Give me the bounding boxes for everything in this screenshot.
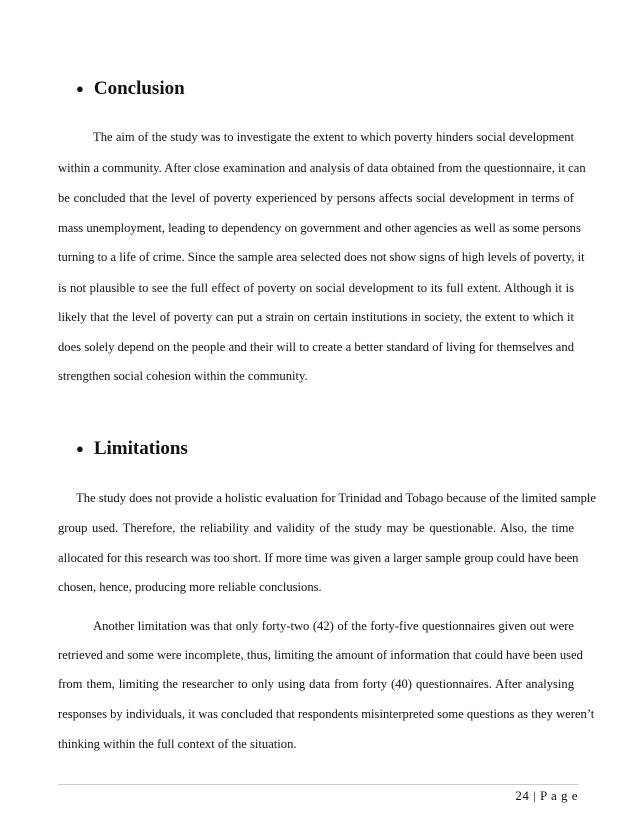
paragraph-line: Another limitation was that only forty-two (42) of the forty-five questionnaires given out were xyxy=(93,619,574,633)
heading-text: Conclusion xyxy=(93,78,185,99)
section-heading-conclusion xyxy=(76,78,185,100)
paragraph-line: be concluded that the level of poverty experienced by persons affects social development in terms of xyxy=(58,191,574,205)
section-heading-limitations xyxy=(76,438,188,460)
paragraph-line: mass unemployment, leading to dependency on government and other agencies as well as some persons xyxy=(58,221,581,235)
paragraph-line: likely that the level of poverty can put a strain on certain institutions in society, the extent to which it xyxy=(58,310,574,324)
bullet-icon: ● xyxy=(76,441,84,456)
paragraph-line: within a community. After close examination and analysis of data obtained from the questionnaire, it can xyxy=(58,161,586,175)
paragraph-line: from them, limiting the researcher to only using data from forty (40) questionnaires. After analysing xyxy=(58,677,574,691)
footer-divider xyxy=(58,784,578,785)
paragraph-line: strengthen social cohesion within the community. xyxy=(58,369,308,383)
paragraph-line: allocated for this research was too short. If more time was given a larger sample group could have been xyxy=(58,551,579,565)
paragraph-line: thinking within the full context of the situation. xyxy=(58,737,297,751)
paragraph-line: is not plausible to see the full effect of poverty on social development to its full extent. Although it is xyxy=(58,281,574,295)
paragraph-line: chosen, hence, producing more reliable conclusions. xyxy=(58,580,322,594)
heading-text: Limitations xyxy=(93,438,188,459)
paragraph-line: does solely depend on the people and their will to create a better standard of living for themselves and xyxy=(58,340,574,354)
paragraph-line: responses by individuals, it was concluded that respondents misinterpreted some questions as they weren’t xyxy=(58,707,595,721)
paragraph-line: turning to a life of crime. Since the sample area selected does not show signs of high levels of poverty, it xyxy=(58,250,585,264)
paragraph-line: The aim of the study was to investigate the extent to which poverty hinders social development xyxy=(93,130,574,144)
page-number: 24 | P a g e xyxy=(515,788,578,803)
paragraph-line: retrieved and some were incomplete, thus, limiting the amount of information that could have been used xyxy=(58,648,583,662)
paragraph-line: The study does not provide a holistic evaluation for Trinidad and Tobago because of the limited sample xyxy=(76,491,597,505)
bullet-icon: ● xyxy=(76,81,84,96)
paragraph-line: group used. Therefore, the reliability and validity of the study may be questionable. Also, the time xyxy=(58,521,574,535)
